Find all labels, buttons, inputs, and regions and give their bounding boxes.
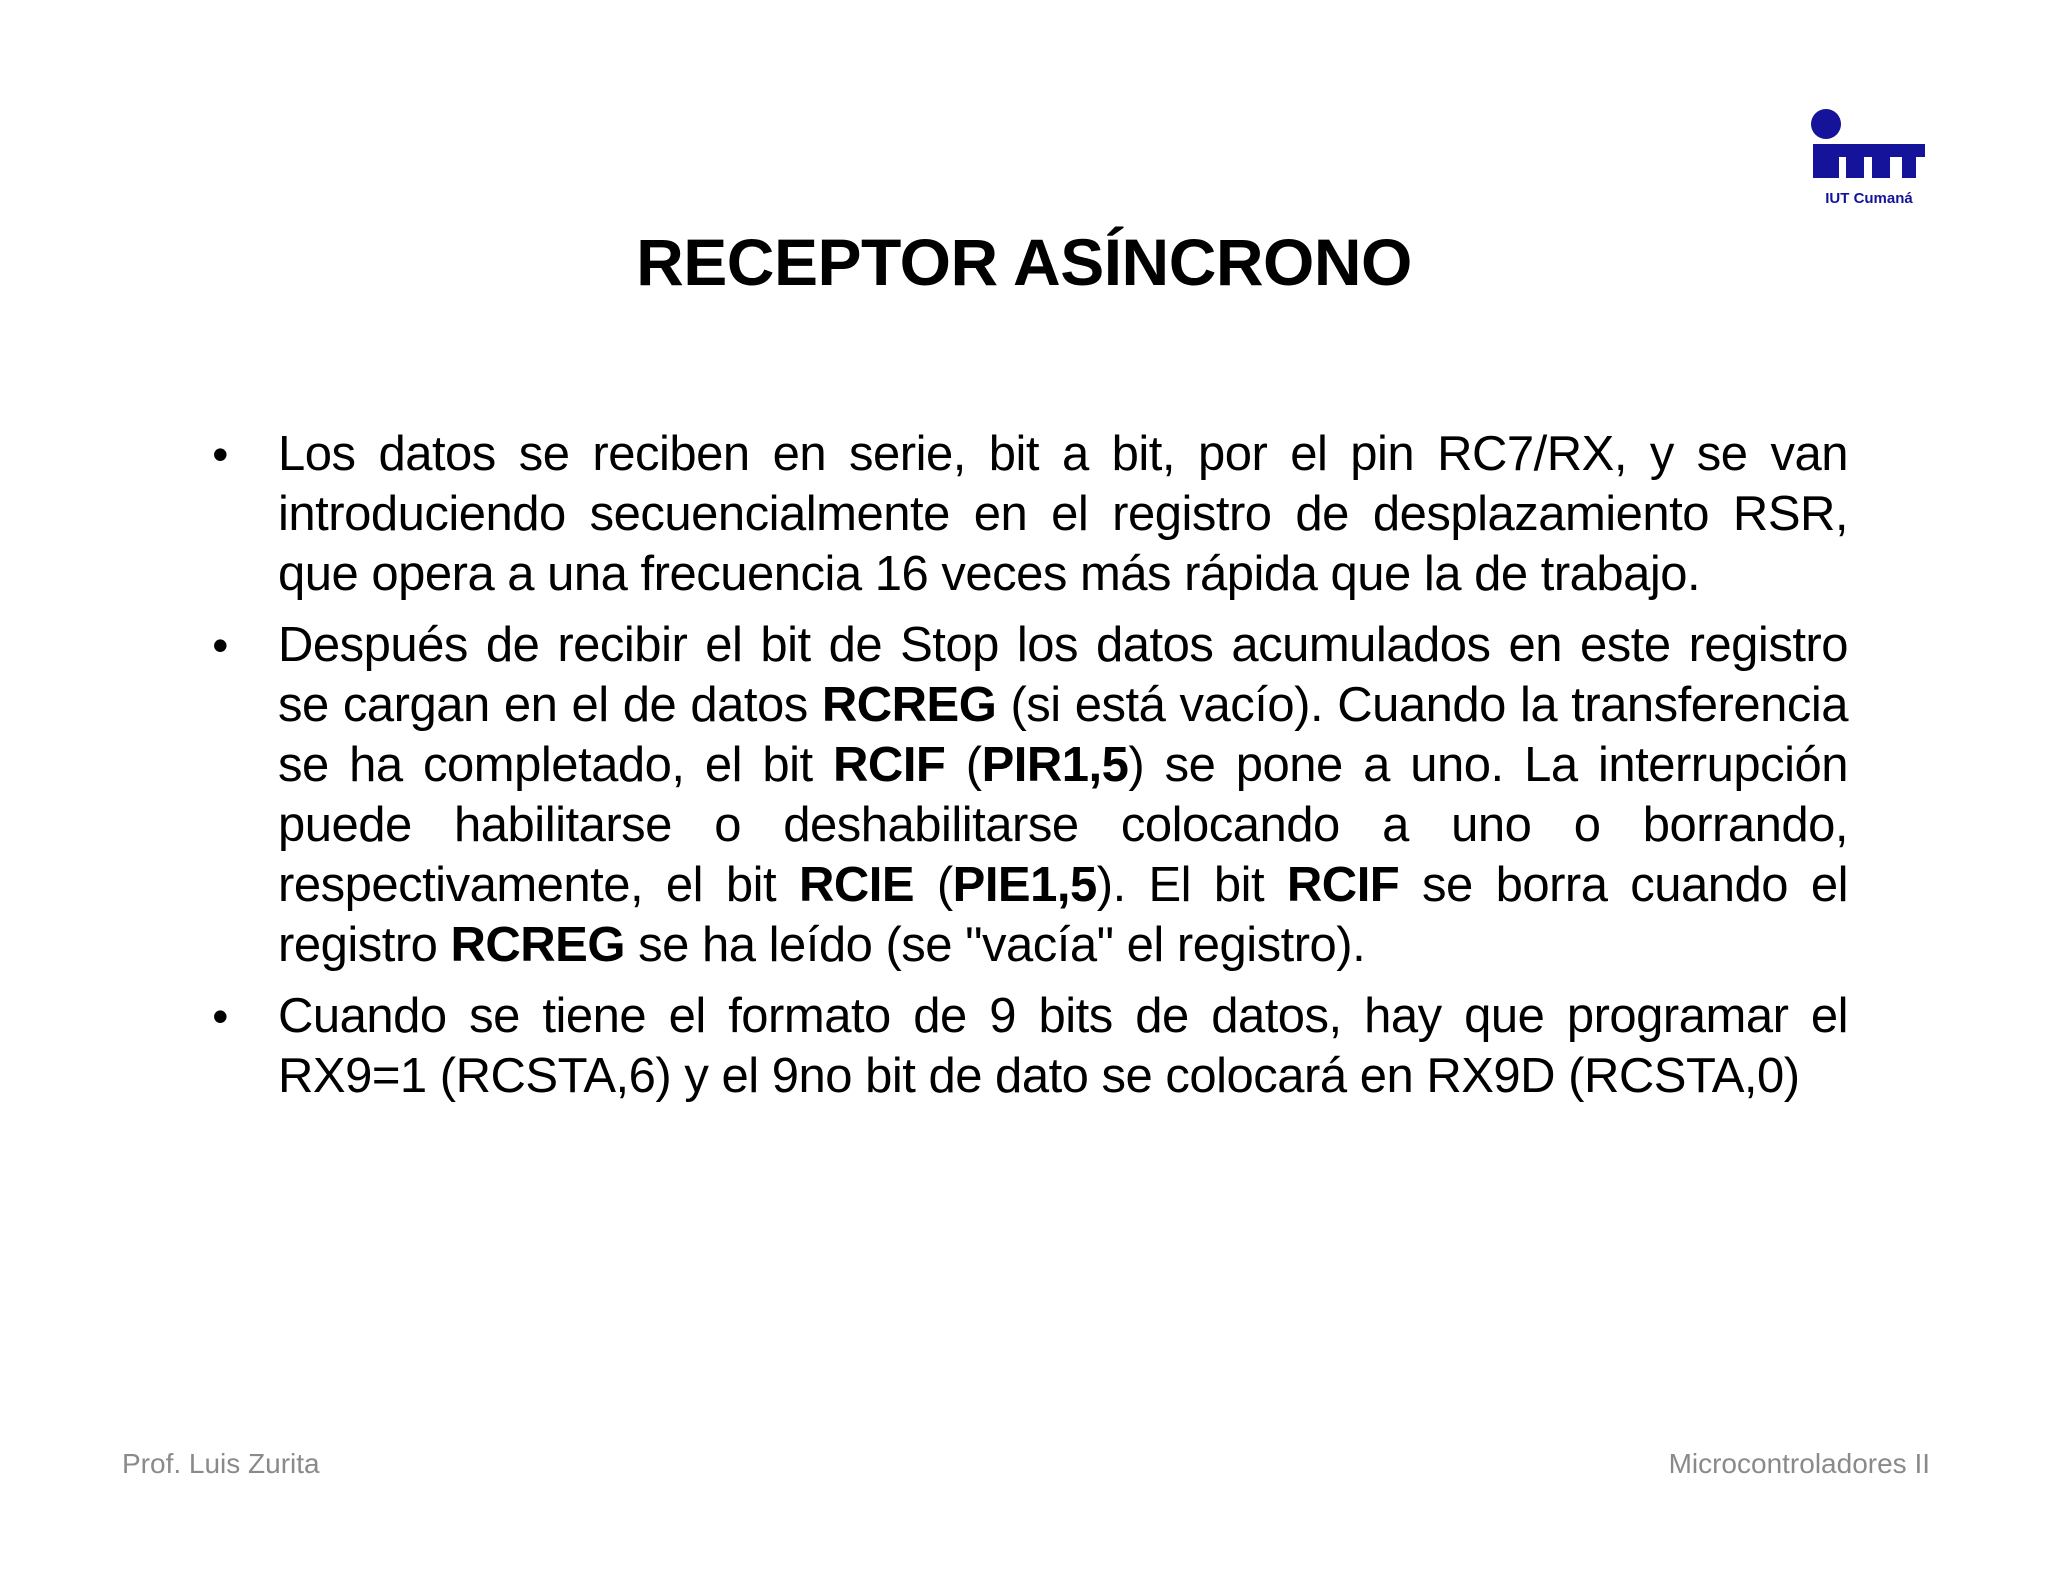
bullet-list xyxy=(200,424,1848,1117)
bold-text-segment: RCIE xyxy=(798,858,915,912)
bullet-symbol: • xyxy=(212,619,228,671)
bold-text-segment: PIE1,5 xyxy=(952,858,1097,912)
text-segment: Cuando se tiene el formato de 9 bits de datos, hay que programar el RX9=1 (RCSTA,6) y el 9no bit de dato se colocará en RX9D (RCSTA,0) xyxy=(278,989,1848,1103)
bullet-symbol: • xyxy=(212,428,228,480)
bold-text-segment: RCREG xyxy=(821,678,997,732)
bullet-item xyxy=(200,424,1848,604)
text-segment: Los datos se reciben en serie, bit a bit, por el pin RC7/RX, y se van introduciendo secuencialmente en el registro de desplazamiento RSR, que opera a una frecuencia 16 veces más rápida que la de trabajo. xyxy=(278,427,1848,601)
bullet-symbol: • xyxy=(212,990,228,1042)
bullet-item xyxy=(200,986,1848,1106)
footer-author: Prof. Luis Zurita xyxy=(122,1448,320,1479)
text-segment: ) se pone a uno. La interrupción puede habilitarse o deshabilitarse colocando a uno o borrando, respectivamente, el bit xyxy=(278,738,1848,912)
text-segment: ). El bit xyxy=(1096,858,1287,912)
text-segment: se borra cuando el registro xyxy=(278,858,1849,972)
bold-text-segment: RCIF xyxy=(1286,858,1400,912)
text-segment: se ha leído (se "vacía" el registro). xyxy=(624,918,1366,972)
text-segment: (si está vacío). Cuando la transferencia se ha completado, el bit xyxy=(278,678,1848,792)
bold-text-segment: RCIF xyxy=(833,738,946,792)
bullet-item xyxy=(200,615,1848,975)
logo-caption: IUT Cumaná xyxy=(1825,190,1913,207)
institution-logo xyxy=(1800,108,1930,212)
iut-logo-icon xyxy=(1810,108,1928,180)
text-segment: ( xyxy=(945,738,982,792)
text-segment: ( xyxy=(914,858,953,912)
slide-title: RECEPTOR ASÍNCRONO xyxy=(636,225,1412,299)
bold-text-segment: PIR1,5 xyxy=(981,738,1129,792)
text-segment: Después de recibir el bit de Stop los datos acumulados en este registro se cargan en el de datos xyxy=(278,618,1848,732)
bold-text-segment: RCREG xyxy=(450,918,625,972)
footer-course: Microcontroladores II xyxy=(1668,1448,1930,1479)
